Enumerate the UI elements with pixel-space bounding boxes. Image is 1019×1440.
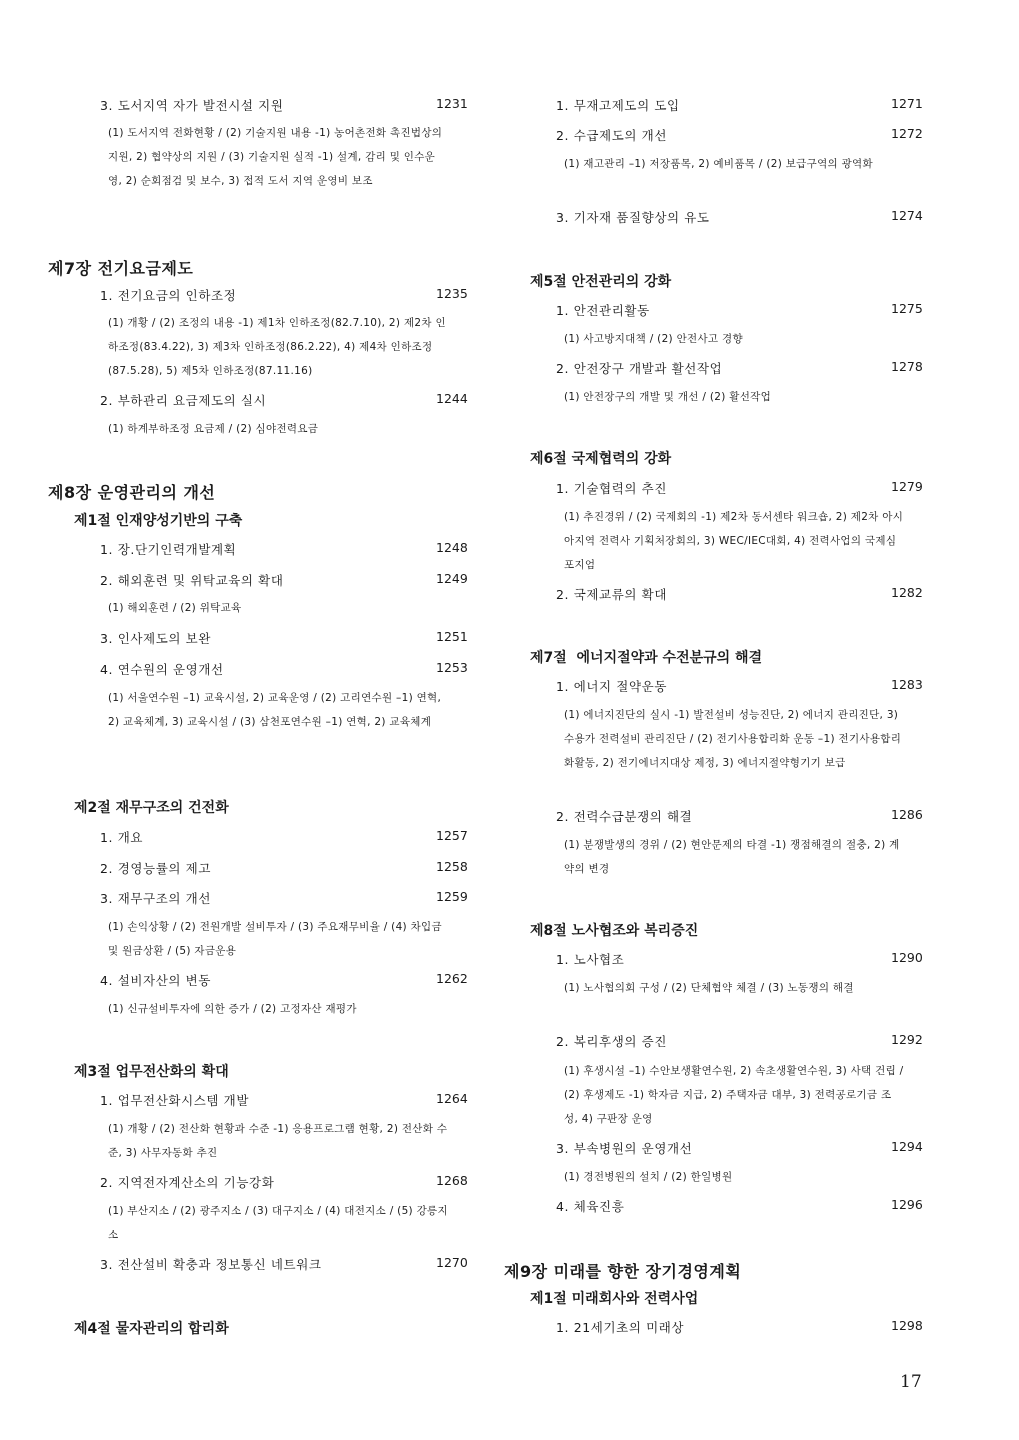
toc-item: 4. 체육진흥 [556, 1199, 625, 1214]
section-heading: 제6절 국제협력의 강화 [530, 451, 672, 467]
toc-page: 1268 [436, 1173, 468, 1188]
toc-item: 2. 전력수급분쟁의 해결 [556, 809, 693, 824]
toc-item: 3. 전산설비 확충과 정보통신 네트워크 [100, 1257, 322, 1272]
toc-item: 2. 경영능률의 제고 [100, 861, 211, 876]
toc-item: 4. 설비자산의 변동 [100, 973, 211, 988]
toc-item: 1. 에너지 절약운동 [556, 679, 667, 694]
section-heading: 제1절 인재양성기반의 구축 [74, 513, 243, 529]
toc-item: 2. 수급제도의 개선 [556, 128, 667, 143]
toc-page: 1286 [891, 807, 923, 822]
toc-item: 1. 무재고제도의 도입 [556, 98, 680, 113]
section-heading: 제5절 안전관리의 강화 [530, 274, 672, 290]
toc-page: 1275 [891, 301, 923, 316]
toc-item: 1. 21세기초의 미래상 [556, 1320, 685, 1335]
toc-subitems: (1) 서울연수원 –1) 교육시설, 2) 교육운영 / (2) 고리연수원 –1) 연혁, 2) 교육체계, 3) 교육시설 / (3) 삼천포연수원 –1) 연혁, 2) 교육체계 [108, 692, 442, 728]
toc-subitems: (1) 분쟁발생의 경위 / (2) 현안문제의 타결 -1) 쟁점해결의 절충, 2) 계약의 변경 [564, 839, 900, 875]
toc-subitems: (1) 에너지진단의 실시 -1) 발전설비 성능진단, 2) 에너지 관리진단, 3) 수용가 전력설비 관리진단 / (2) 전기사용합리화 운동 –1) 전기사용합리화활동, 2) 전기에너지대상 제정, 3) 에너지절약형기기 보급 [564, 709, 902, 769]
toc-item: 3. 기자재 품질향상의 유도 [556, 210, 710, 225]
toc-page: 1279 [891, 479, 923, 494]
toc-subitems: (1) 재고관리 –1) 저장품목, 2) 예비품목 / (2) 보급구역의 광역화 [564, 158, 873, 170]
toc-page: 1248 [436, 540, 468, 555]
toc-item: 3. 도서지역 자가 발전시설 지원 [100, 98, 284, 113]
toc-item: 3. 재무구조의 개선 [100, 891, 211, 906]
toc-subitems: (1) 개황 / (2) 조정의 내용 -1) 제1차 인하조정(82.7.10), 2) 제2차 인하조정(83.4.22), 3) 제3차 인하조정(86.2.22), 4) 제4차 인하조정(87.5.28), 5) 제5차 인하조정(87.11.16) [108, 317, 446, 377]
toc-item: 2. 부하관리 요금제도의 실시 [100, 393, 267, 408]
toc-page: 1272 [891, 126, 923, 141]
toc-page: 1244 [436, 391, 468, 406]
toc-subitems: (1) 후생시설 –1) 수안보생활연수원, 2) 속초생활연수원, 3) 사택 건립 / (2) 후생제도 -1) 학자금 지급, 2) 주택자금 대부, 3) 전력공로기금 조성, 4) 구판장 운영 [564, 1065, 904, 1125]
section-heading: 제1절 미래회사와 전력사업 [530, 1291, 699, 1307]
page-number: 17 [900, 1372, 922, 1392]
toc-page: 1298 [891, 1318, 923, 1333]
chapter-heading: 제9장 미래를 향한 장기경영계획 [504, 1262, 742, 1281]
toc-item: 2. 지역전자계산소의 기능강화 [100, 1175, 275, 1190]
toc-page: 1251 [436, 629, 468, 644]
toc-page: 1264 [436, 1091, 468, 1106]
toc-page: 1231 [436, 96, 468, 111]
toc-subitems: (1) 해외훈련 / (2) 위탁교육 [108, 602, 242, 614]
toc-page: 1271 [891, 96, 923, 111]
toc-subitems: (1) 노사협의회 구성 / (2) 단체협약 체결 / (3) 노동쟁의 해결 [564, 982, 854, 994]
toc-item: 2. 국제교류의 확대 [556, 587, 667, 602]
toc-item: 1. 업무전산화시스템 개발 [100, 1093, 250, 1108]
toc-page: 1283 [891, 677, 923, 692]
toc-item: 3. 부속병원의 운영개선 [556, 1141, 693, 1156]
toc-page: 1262 [436, 971, 468, 986]
toc-page: 1294 [891, 1139, 923, 1154]
toc-subitems: (1) 경전병원의 설치 / (2) 한일병원 [564, 1171, 733, 1183]
section-heading: 제4절 물자관리의 합리화 [74, 1321, 229, 1337]
toc-page: 1296 [891, 1197, 923, 1212]
toc-page: 1278 [891, 359, 923, 374]
toc-subitems: (1) 도서지역 전화현황 / (2) 기술지원 내용 -1) 농어촌전화 촉진법상의 지원, 2) 협약상의 지원 / (3) 기술지원 실적 -1) 설계, 감리 및 인수운영, 2) 순회점검 및 보수, 3) 접적 도서 지역 운영비 보조 [108, 127, 443, 187]
section-heading: 제8절 노사협조와 복리증진 [530, 923, 699, 939]
toc-item: 4. 연수원의 운영개선 [100, 662, 224, 677]
toc-subitems: (1) 손익상황 / (2) 전원개발 설비투자 / (3) 주요재무비율 / (4) 차입금 및 원금상환 / (5) 자금운용 [108, 921, 442, 957]
chapter-heading: 제7장 전기요금제도 [48, 259, 194, 278]
toc-page: 1282 [891, 585, 923, 600]
toc-page: 1259 [436, 889, 468, 904]
toc-item: 1. 장.단기인력개발계획 [100, 542, 237, 557]
toc-subitems: (1) 안전장구의 개발 및 개선 / (2) 활선작업 [564, 391, 772, 403]
toc-page: 1257 [436, 828, 468, 843]
section-heading: 제2절 재무구조의 건전화 [74, 800, 229, 816]
toc-item: 2. 복리후생의 증진 [556, 1034, 667, 1049]
section-heading: 제7절 에너지절약과 수전분규의 해결 [530, 650, 763, 666]
toc-page: 1249 [436, 571, 468, 586]
toc-item: 1. 노사협조 [556, 952, 625, 967]
toc-page: 1290 [891, 950, 923, 965]
toc-page: 1274 [891, 208, 923, 223]
toc-page: 1292 [891, 1032, 923, 1047]
toc-subitems: (1) 하계부하조정 요금제 / (2) 심야전력요금 [108, 423, 319, 435]
toc-item: 1. 전기요금의 인하조정 [100, 288, 237, 303]
toc-page: 1258 [436, 859, 468, 874]
toc-page: 1270 [436, 1255, 468, 1270]
section-heading: 제3절 업무전산화의 확대 [74, 1064, 229, 1080]
toc-item: 1. 안전관리활동 [556, 303, 650, 318]
toc-subitems: (1) 신규설비투자에 의한 증가 / (2) 고정자산 재평가 [108, 1003, 357, 1015]
toc-item: 2. 안전장구 개발과 활선작업 [556, 361, 723, 376]
chapter-heading: 제8장 운영관리의 개선 [48, 483, 216, 502]
toc-page: 1253 [436, 660, 468, 675]
toc-subitems: (1) 사고방지대책 / (2) 안전사고 경향 [564, 333, 743, 345]
toc-item: 1. 기술협력의 추진 [556, 481, 667, 496]
toc-page: 1235 [436, 286, 468, 301]
toc-subitems: (1) 추진경위 / (2) 국제회의 -1) 제2차 동서센타 워크숍, 2) 제2차 아시아지역 전력사 기획처장회의, 3) WEC/IEC대회, 4) 전력사업의 국제심포지엄 [564, 511, 904, 571]
toc-subitems: (1) 부산지소 / (2) 광주지소 / (3) 대구지소 / (4) 대전지소 / (5) 강릉지소 [108, 1205, 448, 1241]
toc-item: 1. 개요 [100, 830, 144, 845]
toc-item: 2. 해외훈련 및 위탁교육의 확대 [100, 573, 284, 588]
toc-item: 3. 인사제도의 보완 [100, 631, 211, 646]
toc-subitems: (1) 개황 / (2) 전산화 현황과 수준 -1) 응용프로그램 현황, 2) 전산화 수준, 3) 사무자동화 추진 [108, 1123, 448, 1159]
